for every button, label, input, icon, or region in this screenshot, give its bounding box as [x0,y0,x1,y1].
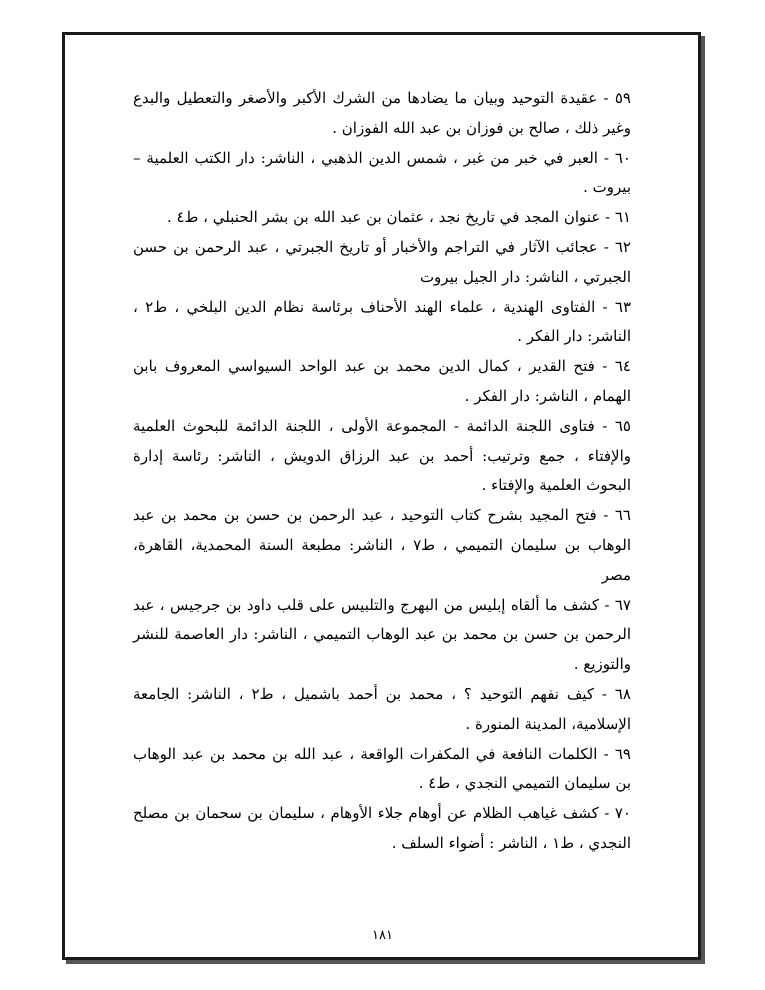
bibliography-entry-63: ٦٣ - الفتاوى الهندية ، علماء الهند الأحناف برئاسة نظام الدين البلخي ، ط٢ ، الناشر: دار الفكر . [133,297,632,346]
bibliography-entry-64: ٦٤ - فتح القدير ، كمال الدين محمد بن عبد الواحد السيواسي المعروف بابن الهمام ، الناشر: دار الفكر . [133,357,631,405]
bibliography-entry-70: ٧٠ - كشف غياهب الظلام عن أوهام جلاء الأوهام ، سليمان بن سحمان بن مصلح النجدي ، ط١ ، الناشر : أضواء السلف . [133,804,631,852]
bibliography-entry-65: ٦٥ - فتاوى اللجنة الدائمة - المجموعة الأولى ، اللجنة الدائمة للبحوث العلمية والإفتاء ، جمع وترتيب: أحمد بن عبد الرزاق الدويش ، الناشر: رئاسة إدارة البحوث العلمية والإفتاء . [133,416,631,495]
bibliography-entry-59: ٥٩ - عقيدة التوحيد وبيان ما يضادها من الشرك الأكبر والأصغر والتعطيل والبدع وغير ذلك ، صالح بن فوزان بن عبد الله الفوزان . [133,89,631,137]
bibliography-list [133,84,631,859]
bibliography-entry-61: ٦١ - عنوان المجد في تاريخ نجد ، عثمان بن عبد الله بن بشر الحنبلي ، ط٤ . [166,208,631,227]
bibliography-entry-66: ٦٦ - فتح المجيد بشرح كتاب التوحيد ، عبد الرحمن بن حسن بن محمد بن عبد الوهاب بن سليمان التميمي ، ط٧ ، الناشر: مطبعة السنة المحمدية، القاهرة، مصر [133,506,631,584]
bibliography-entry-60: ٦٠ - العبر في خبر من غبر ، شمس الدين الذهبي ، الناشر: دار الكتب العلمية – بيروت . [133,148,631,197]
page-number: ١٨١ [372,928,393,943]
bibliography-entry-69: ٦٩ - الكلمات النافعة في المكفرات الواقعة ، عبد الله بن محمد بن عبد الوهاب بن سليمان التميمي النجدي ، ط٤ . [133,744,631,793]
bibliography-entry-68: ٦٨ - كيف نفهم التوحيد ؟ ، محمد بن أحمد باشميل ، ط٢ ، الناشر: الجامعة الإسلامية، المدينة المنورة . [133,684,631,733]
bibliography-entry-62: ٦٢ - عجائب الآثار في التراجم والأخبار أو تاريخ الجبرتي ، عبد الرحمن بن حسن الجبرتي ، الناشر: دار الجيل بيروت [133,237,631,286]
bibliography-entry-67: ٦٧ - كشف ما ألقاه إبليس من البهرج والتلبيس على قلب داود بن جرجيس ، عبد الرحمن بن حسن بن محمد بن عبد الوهاب التميمي ، الناشر: دار العاصمة للنشر والتوزيع . [133,595,631,674]
